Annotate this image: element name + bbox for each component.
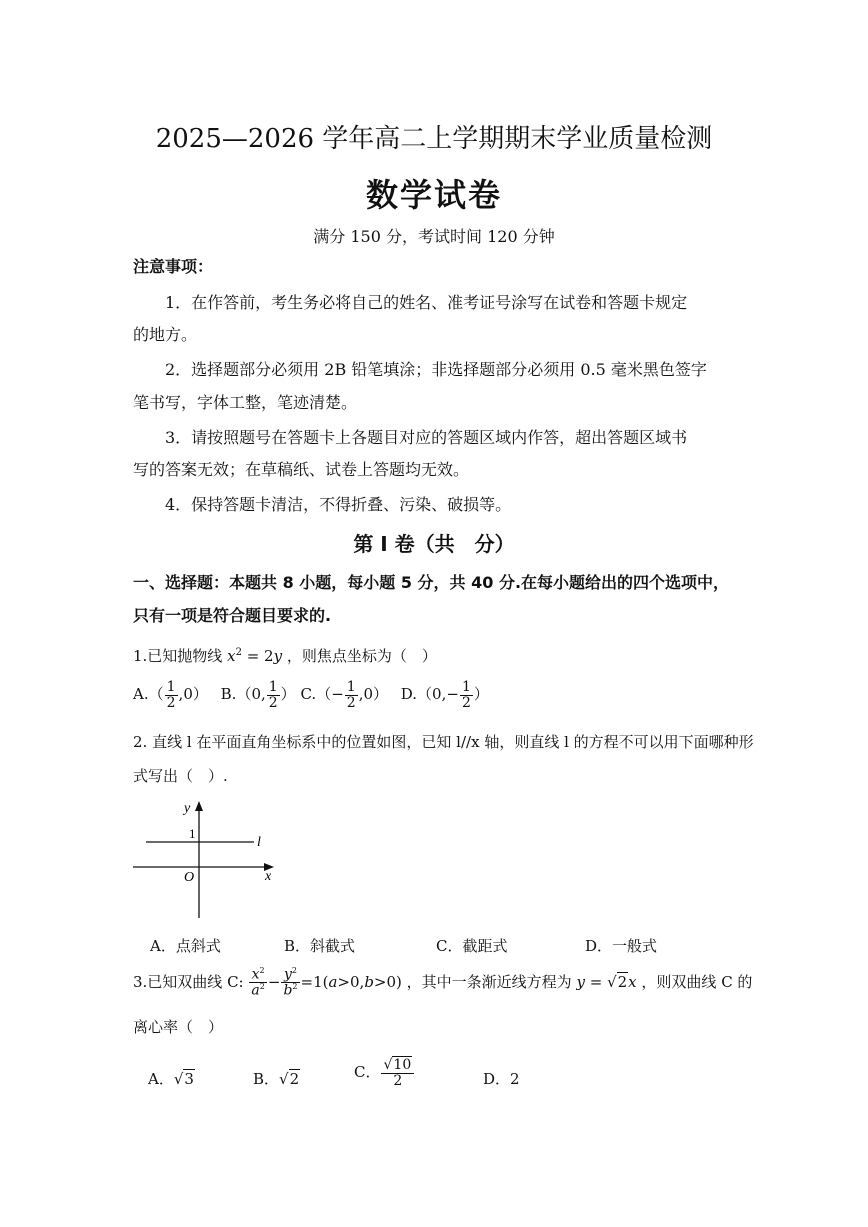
- question-2-line2: 式写出（ ）.: [133, 767, 228, 785]
- x-axis-label: x: [265, 869, 272, 884]
- part-instructions-line1: 一、选择题：本题共 8 小题，每小题 5 分，共 40 分.在每小题给出的四个选项中，: [133, 573, 730, 592]
- origin-label: O: [184, 870, 195, 885]
- q1-stem-a: 1.已知抛物线: [133, 647, 223, 665]
- question-3-line2: 离心率（ ）: [133, 1018, 224, 1036]
- q3-stem-a: 3.已知双曲线 C:: [133, 972, 244, 991]
- exam-meta: 满分 150 分，考试时间 120 分钟: [313, 227, 555, 246]
- notice-item-1-cont: 的地方。: [133, 325, 198, 344]
- q1-option-c: C.（− $\frac{1}{2}$ ,0）: [300, 679, 388, 711]
- question-1-options: [133, 680, 489, 710]
- q3-option-d: D．2: [483, 1070, 520, 1088]
- part-instructions-line2: 只有一项是符合题目要求的.: [133, 606, 332, 625]
- notice-item-1: 1．在作答前，考生务必将自己的姓名、准考证号涂写在试卷和答题卡规定: [165, 293, 688, 312]
- q2-option-b: B．斜截式: [284, 937, 356, 955]
- tick-label-1: 1: [189, 826, 196, 841]
- notice-item-2: 2．选择题部分必须用 2B 铅笔填涂；非选择题部分必须用 0.5 毫米黑色签字: [165, 360, 707, 379]
- q2-option-d: D．一般式: [585, 937, 658, 955]
- question-3-stem: [133, 967, 752, 999]
- q2-option-c: C．截距式: [436, 937, 508, 955]
- notice-heading: 注意事项：: [133, 257, 214, 276]
- q3-option-c: C． $\frac{√10}{2}$: [354, 1058, 415, 1088]
- q1-option-d: D.（0,− $\frac{1}{2}$ ）: [400, 679, 489, 711]
- q1-equation: $x^2 = 2y$: [227, 647, 283, 665]
- subject-title: 数学试卷: [365, 176, 502, 214]
- notice-item-3-cont: 写的答案无效；在草稿纸、试卷上答题均无效。: [133, 460, 470, 479]
- q3-option-b: B．√2: [253, 1070, 300, 1088]
- notice-item-2-cont: 笔书写，字体工整，笔迹清楚。: [133, 393, 358, 412]
- q3-asymptote: y = √2x: [576, 972, 637, 991]
- line-label-l: l: [257, 835, 261, 850]
- notice-item-4: 4．保持答题卡清洁，不得折叠、污染、破损等。: [165, 495, 512, 514]
- q3-stem-c: ，则双曲线 C 的: [641, 972, 753, 991]
- q3-stem-b: ，其中一条渐近线方程为: [406, 972, 572, 991]
- q1-option-a: A.（ $\frac{1}{2}$ ,0）: [133, 679, 208, 711]
- q2-coordinate-graph: [128, 798, 288, 922]
- section-title: 第 I 卷（共 分）: [353, 532, 515, 556]
- question-2-line1: 2. 直线 l 在平面直角坐标系中的位置如图，已知 l//x 轴，则直线 l 的方程不可以用下面哪种形: [133, 733, 754, 751]
- q2-option-a: A．点斜式: [150, 937, 221, 955]
- q1-option-b: B.（0, $\frac{1}{2}$ ）: [220, 679, 296, 711]
- question-1-stem: [133, 645, 437, 666]
- q3-hyperbola-equation: $\frac{x^2}{a^2}$ − $\frac{y^2}{b^2}$ =1(a>0,b>0): [251, 966, 402, 999]
- notice-item-3: 3．请按照题号在答题卡上各题目对应的答题区域内作答，超出答题区域书: [165, 428, 688, 447]
- y-axis-label: y: [184, 801, 191, 816]
- exam-title: 2025—2026 学年高二上学期期末学业质量检测: [155, 124, 713, 154]
- q1-stem-b: ，则焦点坐标为（ ）: [286, 647, 437, 665]
- y-axis-arrow: [195, 801, 203, 811]
- q3-option-a: A．√3: [148, 1070, 194, 1088]
